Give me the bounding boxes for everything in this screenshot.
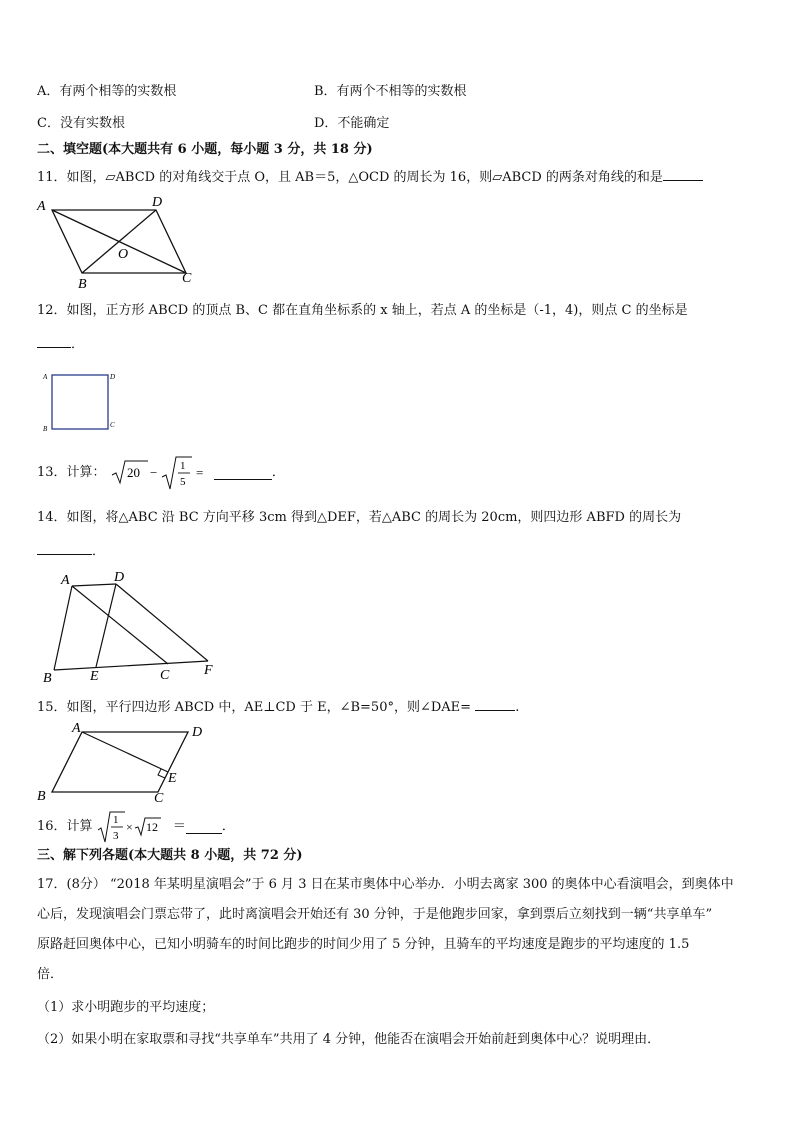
label-c: C (160, 668, 170, 683)
answer-blank (214, 467, 272, 480)
question-14: 14．如图，将△ABC 沿 BC 方向平移 3cm 得到△DEF，若△ABC 的周长为 20cm，则四边形 ABFD 的周长为 (37, 510, 682, 525)
radicand-12: 12 (145, 820, 158, 834)
question-12-end: ． (71, 337, 85, 352)
equals-sign: ＝ (172, 819, 186, 835)
question-17-line-3: 原路赶回奥体中心，已知小明骑车的时间比跑步的时间少用了 5 分钟，且骑车的平均速度是跑步的平均速度的 1.5 (37, 937, 690, 952)
label-a: A (72, 721, 81, 736)
answer-blank (475, 698, 515, 711)
radicand-20: 20 (126, 465, 140, 480)
math-expression (110, 455, 210, 491)
question-17-line-2: 心后，发现演唱会门票忘带了，此时离演唱会开始还有 30 分钟，于是他跑步回家，拿到票后立刻找到一辆“共享单车” (37, 907, 713, 922)
question-14-answer-line (37, 542, 105, 560)
option-a: A．有两个相等的实数根 (37, 84, 177, 99)
question-11 (37, 168, 703, 186)
label-b: B (37, 789, 46, 804)
question-11-text: 11．如图，▱ABCD 的对角线交于点 O，且 AB＝5，△OCD 的周长为 16，则▱ABCD 的两条对角线的和是 (37, 170, 663, 185)
label-d: D (110, 373, 116, 381)
question-16 (37, 810, 235, 846)
fraction-denominator: 3 (112, 830, 119, 842)
question-14-end: ． (92, 544, 106, 559)
answer-blank (37, 335, 71, 348)
label-c: C (110, 421, 115, 429)
label-b: B (78, 277, 87, 290)
answer-blank (186, 821, 222, 834)
question-12-answer-line (37, 335, 84, 353)
option-d: D．不能确定 (314, 116, 390, 131)
question-12: 12．如图，正方形 ABCD 的顶点 B、C 都在直角坐标系的 x 轴上，若点 A 的坐标是（-1，4)，则点 C 的坐标是 (37, 303, 688, 318)
fraction-numerator: 1 (112, 814, 119, 826)
section-2-header: 二、填空题(本大题共有 6 小题，每小题 3 分，共 18 分) (37, 142, 373, 157)
option-c: C．没有实数根 (37, 116, 125, 131)
label-a: A (43, 373, 48, 381)
label-d: D (152, 195, 163, 210)
question-13-prefix: 13．计算： (37, 465, 106, 481)
math-expression (97, 810, 169, 844)
label-c: C (154, 791, 164, 806)
question-17-sub-2: （2）如果小明在家取票和寻找“共享单车”共用了 4 分钟，他能否在演唱会开始前赶到奥体中心？说明理由． (37, 1032, 661, 1047)
label-f: F (204, 663, 213, 678)
question-13 (37, 455, 285, 495)
question-17-line-1: 17．(8分） “2018 年某明星演唱会”于 6 月 3 日在某市奥体中心举办．小明去离家 300 的奥体中心看演唱会，到奥体中 (37, 877, 734, 892)
label-d: D (114, 570, 125, 585)
label-c: C (182, 271, 192, 286)
question-16-prefix: 16．计算 (37, 819, 93, 835)
label-e: E (168, 771, 177, 786)
label-a: A (61, 573, 70, 588)
answer-blank (37, 542, 92, 555)
question-17-sub-1: （1）求小明跑步的平均速度； (37, 1000, 215, 1015)
question-15-end: . (515, 700, 520, 715)
figure-q11-parallelogram (34, 194, 204, 290)
question-15-text: 15．如图，平行四边形 ABCD 中，AE⊥CD 于 E，∠B=50°，则∠DAE= (37, 700, 472, 715)
question-17-line-4: 倍． (37, 967, 64, 982)
figure-q15-parallelogram (34, 720, 214, 808)
question-13-end: ． (271, 465, 285, 481)
label-b: B (43, 425, 48, 433)
figure-q12-square (40, 365, 130, 435)
question-16-end: ． (221, 819, 235, 835)
equals-sign: = (195, 465, 204, 480)
section-3-header: 三、解下列各题(本大题共 8 小题，共 72 分) (37, 848, 303, 863)
minus-sign: − (149, 465, 158, 480)
label-e: E (90, 669, 99, 684)
question-15 (37, 698, 519, 716)
fraction-numerator: 1 (179, 460, 186, 472)
fraction-denominator: 5 (179, 476, 186, 488)
answer-blank (663, 168, 703, 181)
label-b: B (43, 671, 52, 686)
label-o: O (118, 247, 129, 262)
label-a: A (37, 199, 46, 214)
times-sign: × (125, 820, 133, 834)
figure-q14-translation (36, 566, 226, 688)
option-b: B．有两个不相等的实数根 (314, 84, 467, 99)
label-d: D (192, 725, 203, 740)
